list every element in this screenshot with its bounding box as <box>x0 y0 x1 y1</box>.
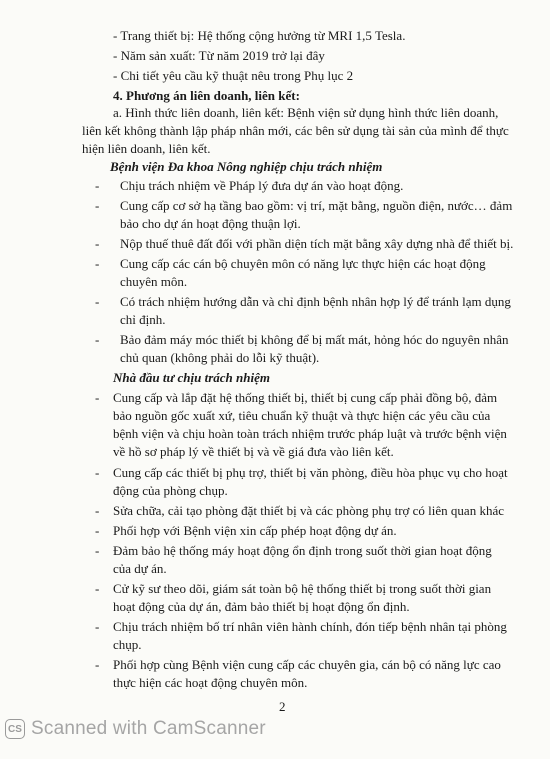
list-item: Chịu trách nhiệm về Pháp lý đưa dự án vào hoạt động. <box>120 178 404 193</box>
paragraph-line: liên kết không thành lập pháp nhân mới, các bên sử dụng tài sản của mình để thực <box>82 123 509 138</box>
list-item-continuation: của dự án. <box>113 561 167 576</box>
list-item-continuation: chỉ định. <box>120 312 166 327</box>
list-item-continuation: hoạt động của dự án, đảm bảo thiết bị hoạt động ổn định. <box>113 599 410 614</box>
list-item: Nộp thuế thuê đất đối với phần diện tích mặt bằng xây dựng nhà để thiết bị. <box>120 236 514 251</box>
bullet-dash: - <box>95 543 100 558</box>
bullet-dash: - <box>95 503 100 518</box>
bullet-dash: - <box>95 236 100 251</box>
list-item: Đảm bảo hệ thống máy hoạt động ổn định trong suốt thời gian hoạt động <box>113 543 492 558</box>
list-item: Cung cấp và lắp đặt hệ thống thiết bị, thiết bị cung cấp phải đồng bộ, đảm <box>113 390 498 405</box>
list-item-continuation: bảo cho dự án hoạt động thuận lợi. <box>120 216 301 231</box>
investor-heading: Nhà đầu tư chịu trách nhiệm <box>113 370 270 385</box>
bullet-dash: - <box>95 178 100 193</box>
bullet-dash: - <box>95 619 100 634</box>
bullet-dash: - <box>95 465 100 480</box>
list-item-continuation: thực hiện các hoạt động chuyên môn. <box>113 675 308 690</box>
bullet-dash: - <box>95 581 100 596</box>
list-item: Phối hợp cùng Bệnh viện cung cấp các chuyên gia, cán bộ có năng lực cao <box>113 657 501 672</box>
list-item: Bảo đảm máy móc thiết bị không để bị mất mát, hỏng hóc do nguyên nhân <box>120 332 509 347</box>
list-item: Phối hợp với Bệnh viện xin cấp phép hoạt động dự án. <box>113 523 397 538</box>
list-item: Cung cấp cơ sở hạ tầng bao gồm: vị trí, mặt bằng, nguồn điện, nước… đảm <box>120 198 513 213</box>
list-item-continuation: về hồ sơ pháp lý về thiết bị và về giá đưa vào liên kết. <box>113 444 394 459</box>
bullet-dash: - <box>95 523 100 538</box>
list-item-continuation: động của phòng chụp. <box>113 483 228 498</box>
list-item: Cung cấp các thiết bị phụ trợ, thiết bị văn phòng, điều hòa phục vụ cho hoạt <box>113 465 508 480</box>
list-item: Cung cấp các cán bộ chuyên môn có năng lực thực hiện các hoạt động <box>120 256 486 271</box>
paragraph-line: hiện liên doanh, liên kết. <box>82 141 211 156</box>
list-item: Chịu trách nhiệm bố trí nhân viên hành chính, đón tiếp bệnh nhân tại phòng <box>113 619 507 634</box>
list-item-continuation: chuyên môn. <box>120 274 188 289</box>
list-item-continuation: chụp. <box>113 637 142 652</box>
camscanner-logo-icon: CS <box>5 719 25 739</box>
paragraph-line: a. Hình thức liên doanh, liên kết: Bệnh viện sử dụng hình thức liên doanh, <box>113 105 499 120</box>
bullet-dash: - <box>95 294 100 309</box>
hospital-heading: Bệnh viện Đa khoa Nông nghiệp chịu trách nhiệm <box>110 159 383 174</box>
camscanner-watermark <box>5 717 266 741</box>
list-item: Sửa chữa, cải tạo phòng đặt thiết bị và các phòng phụ trợ có liên quan khác <box>113 503 504 518</box>
list-item-continuation: bệnh viện và chịu hoàn toàn trách nhiệm trước pháp luật và trước bệnh viện <box>113 426 507 441</box>
bullet-dash: - <box>95 657 100 672</box>
manufacture-year-item: - Năm sản xuất: Từ năm 2019 trở lại đây <box>113 48 325 63</box>
bullet-dash: - <box>95 390 100 405</box>
bullet-dash: - <box>95 256 100 271</box>
list-item: Cử kỹ sư theo dõi, giám sát toàn bộ hệ thống thiết bị trong suốt thời gian <box>113 581 492 596</box>
list-item-continuation: chủ quan (không phải do lỗi kỹ thuật). <box>120 350 320 365</box>
list-item-continuation: bảo nguồn gốc xuất xứ, tiêu chuẩn kỹ thuật và thực hiện các yêu cầu của <box>113 408 491 423</box>
technical-details-item: - Chi tiết yêu cầu kỹ thuật nêu trong Phụ lục 2 <box>113 68 354 83</box>
page-number: 2 <box>279 699 286 714</box>
bullet-dash: - <box>95 198 100 213</box>
watermark-text: Scanned with CamScanner <box>31 718 266 739</box>
section-heading: 4. Phương án liên doanh, liên kết: <box>113 88 300 103</box>
bullet-dash: - <box>95 332 100 347</box>
equipment-item: - Trang thiết bị: Hệ thống cộng hưởng từ MRI 1,5 Tesla. <box>113 28 406 43</box>
list-item: Có trách nhiệm hướng dẫn và chỉ định bệnh nhân hợp lý để tránh lạm dụng <box>120 294 511 309</box>
